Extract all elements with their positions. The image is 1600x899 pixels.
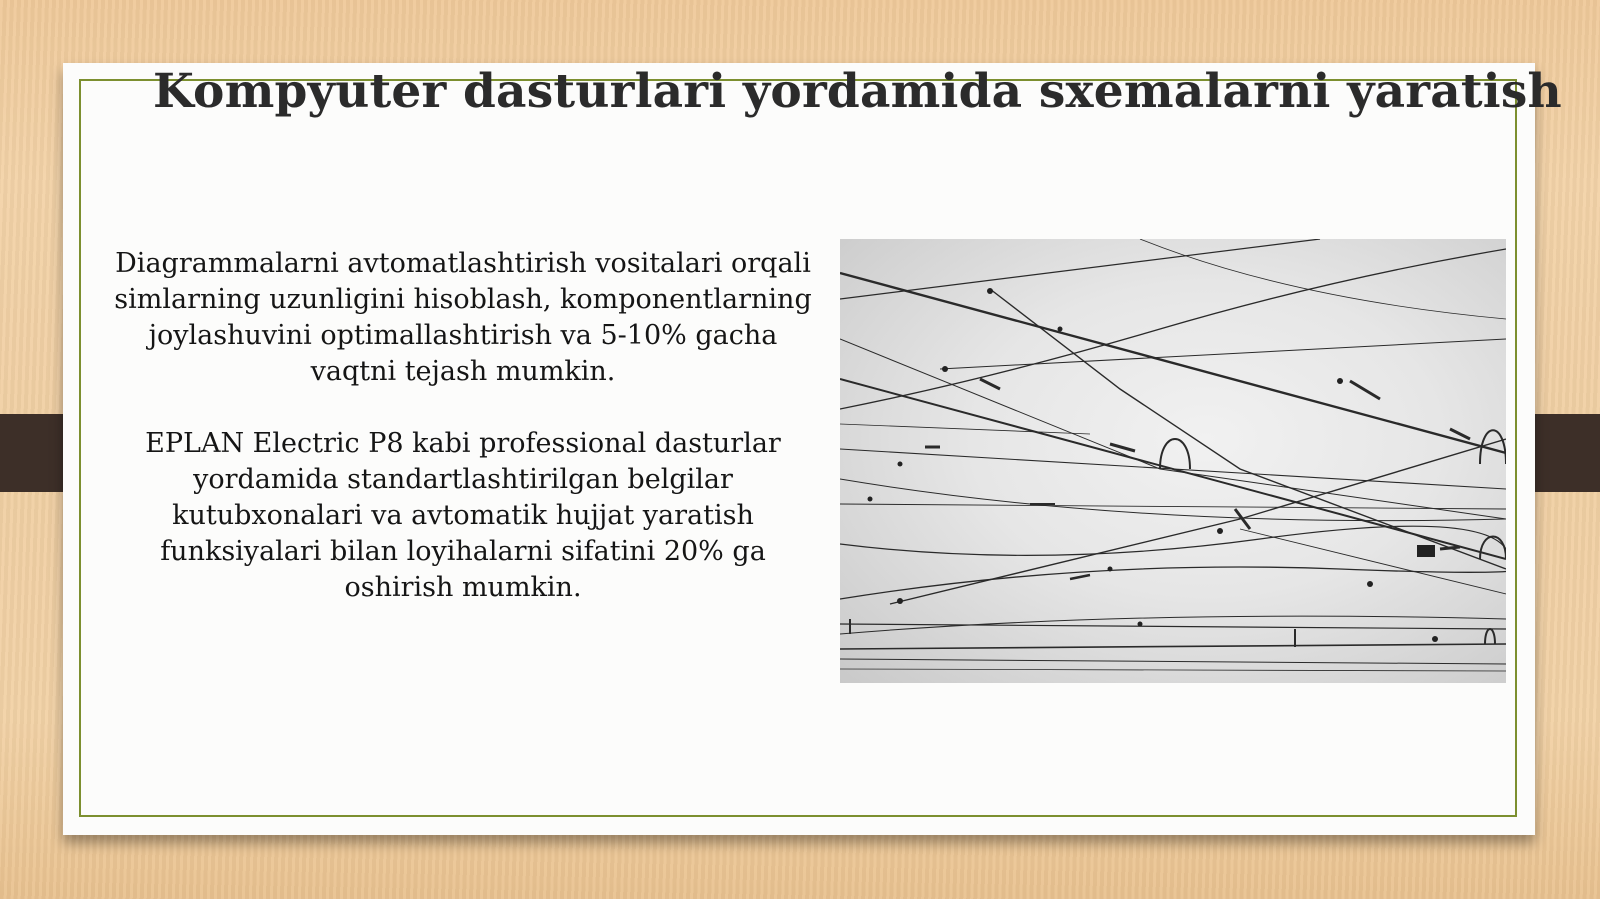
paragraph-2: EPLAN Electric P8 kabi professional dasturlar yordamida standartlashtirilgan belgilar kutubxonalari va avtomatik hujjat yaratish funksiyalari bilan loyihalarni sifatini 20% ga oshirish mumkin. [145, 428, 781, 603]
slide-title: Kompyuter dasturlari yordamida sxemalarni yaratish [153, 64, 1562, 119]
slide-body [103, 246, 823, 606]
slide [63, 63, 1562, 835]
paragraph-1: Diagrammalarni avtomatlashtirish vositalari orqali simlarning uzunligini hisoblash, komponentlarning joylashuvini optimallashtirish va 5-10% gacha vaqtni tejash mumkin. [114, 248, 812, 387]
power-lines-photo [840, 239, 1506, 683]
